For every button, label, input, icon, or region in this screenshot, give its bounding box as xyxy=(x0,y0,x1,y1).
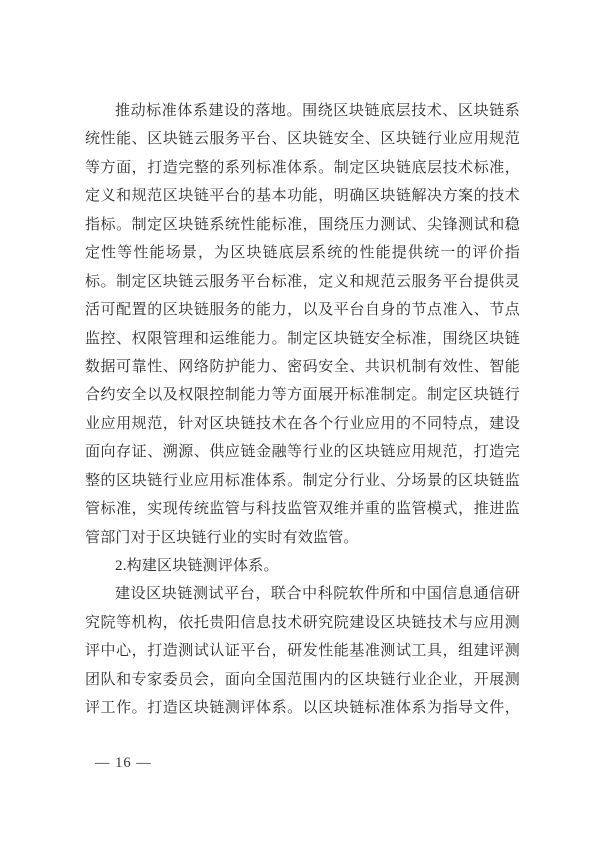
text-line: 评工作。打造区块链测评体系。以区块链标准体系为指导文件， xyxy=(85,700,520,717)
document-body xyxy=(85,97,520,723)
page-number: — 16 — xyxy=(95,755,152,771)
text-line: 管部门对于区块链行业的实时有效监管。 xyxy=(85,529,359,546)
text-line: 合约安全以及权限控制能力等方面展开标准制定。制定区块链行 xyxy=(85,387,520,404)
text-line: 管标准，实现传统监管与科技监管双维并重的监管模式，推进监 xyxy=(85,501,520,518)
text-line: 监控、权限管理和运维能力。制定区块链安全标准，围绕区块链 xyxy=(85,330,520,347)
text-line: 推动标准体系建设的落地。围绕区块链底层技术、区块链系 xyxy=(115,103,520,119)
text-line: 面向存证、溯源、供应链金融等行业的区块链应用规范，打造完 xyxy=(85,444,520,461)
text-line: 等方面，打造完整的系列标准体系。制定区块链底层技术标准， xyxy=(85,159,520,176)
section-heading: 2.构建区块链测评体系。 xyxy=(115,558,279,574)
text-line: 业应用规范，针对区块链技术在各个行业应用的不同特点，建设 xyxy=(85,415,520,432)
text-line: 标。制定区块链云服务平台标准，定义和规范云服务平台提供灵 xyxy=(85,273,520,290)
text-line: 统性能、区块链云服务平台、区块链安全、区块链行业应用规范 xyxy=(85,131,520,148)
text-line: 定义和规范区块链平台的基本功能，明确区块链解决方案的技术 xyxy=(85,188,520,205)
text-line: 指标。制定区块链系统性能标准，围绕压力测试、尖锋测试和稳 xyxy=(85,216,520,233)
text-line: 定性等性能场景，为区块链底层系统的性能提供统一的评价指 xyxy=(85,245,520,262)
text-line: 团队和专家委员会，面向全国范围内的区块链行业企业，开展测 xyxy=(85,671,520,688)
text-line: 整的区块链行业应用标准体系。制定分行业、分场景的区块链监 xyxy=(85,472,520,489)
text-line: 数据可靠性、网络防护能力、密码安全、共识机制有效性、智能 xyxy=(85,358,520,375)
text-line: 建设区块链测试平台，联合中科院软件所和中国信息通信研 xyxy=(115,586,520,603)
text-line: 究院等机构，依托贵阳信息技术研究院建设区块链技术与应用测 xyxy=(85,614,520,631)
text-line: 评中心，打造测试认证平台，研发性能基准测试工具，组建评测 xyxy=(85,643,520,660)
text-line: 活可配置的区块链服务的能力，以及平台自身的节点准入、节点 xyxy=(85,302,520,319)
